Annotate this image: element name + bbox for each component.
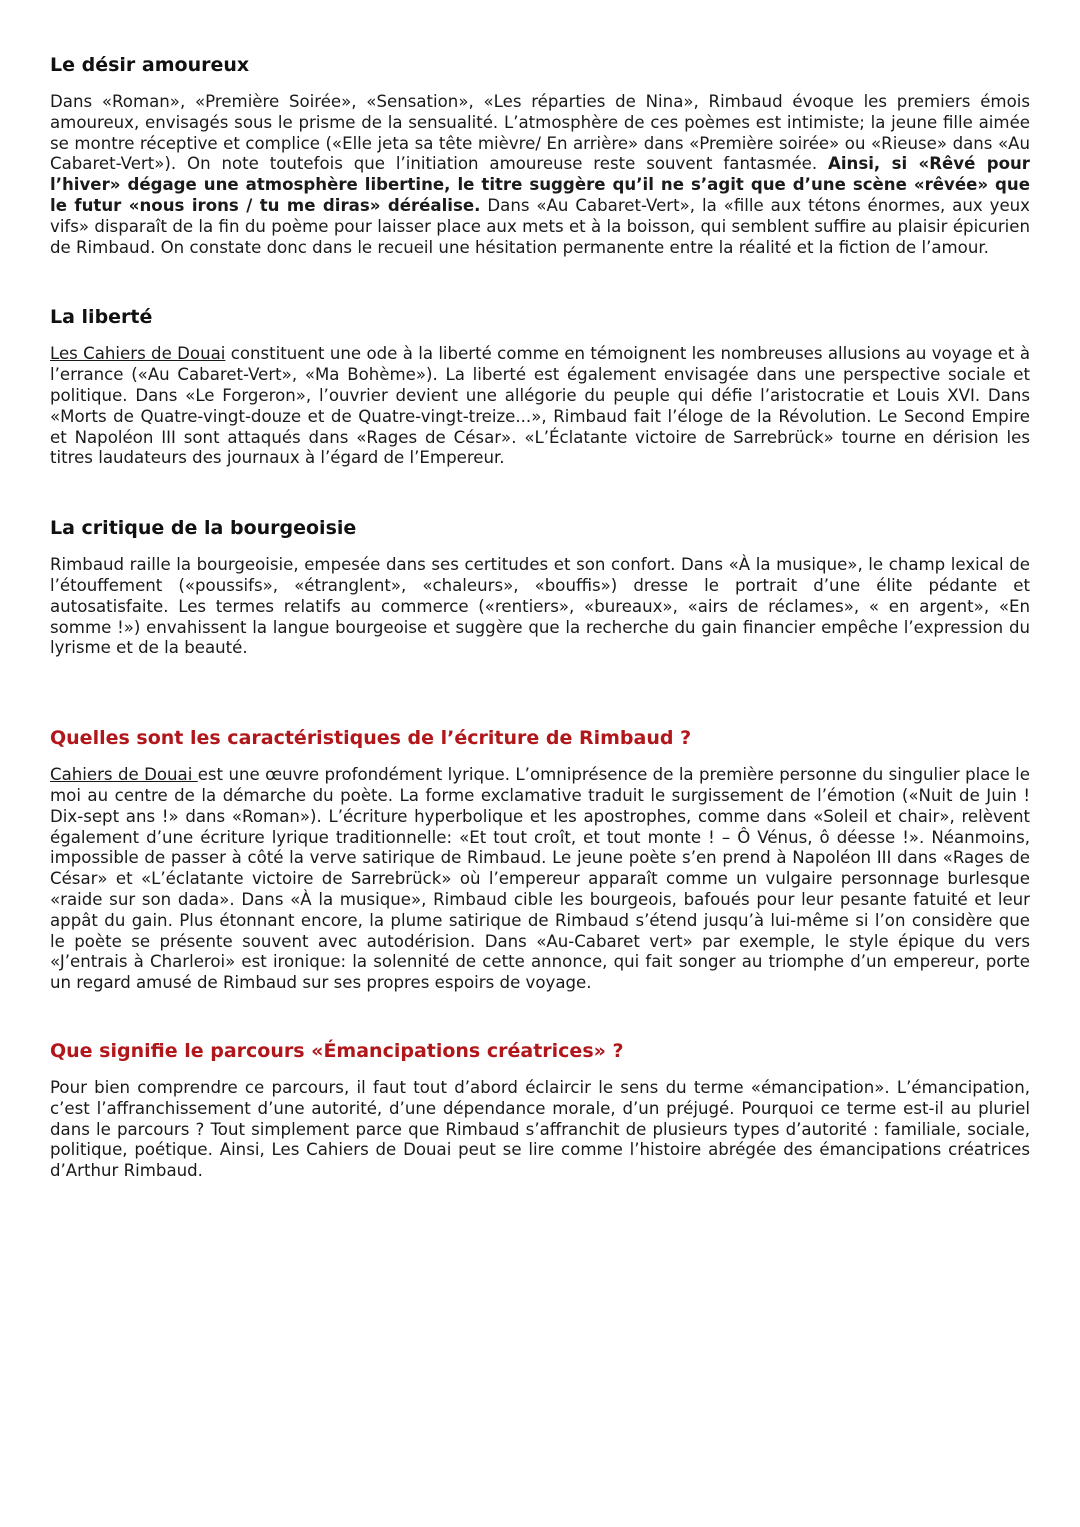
section-heading: Le désir amoureux: [50, 54, 250, 76]
section-desir-amoureux: [50, 52, 1030, 258]
paragraph-text: constituent une ode à la liberté comme en témoignent les nombreuses allusions au voyage et à l’errance («Au Cabaret-Vert», «Ma Bohème»). La liberté est également envisagée dans une perspective sociale et politique. Dans «Le Forgeron», l’ouvrier devient une allégorie du peuple qui défie l’aristocratie et Louis XVI. Dans «Morts de Quatre-vingt-douze et de Quatre-vingt-treize...», Rimbaud fait l’éloge de la Révolution. Le Second Empire et Napoléon III sont attaqués dans «Rages de César». «L’Éclatante victoire de Sarrebrück» tourne en dérision les titres laudateurs des journaux à l’égard de l’Empereur.: [50, 344, 1030, 468]
document-page: [50, 52, 1030, 1182]
section-heading: La critique de la bourgeoisie: [50, 517, 357, 540]
section-paragraph: [50, 92, 1030, 258]
paragraph-text: Dans «Au Cabaret-Vert», la «fille aux tétons énormes, aux yeux vifs» disparaît de la fin du poème pour laisser place aux mets et à la boisson, qui semblent suffire au plaisir épicurien de Rimbaud. On constate donc dans le recueil une hésitation permanente entre la réalité et la fiction de l’amour.: [50, 195, 1030, 257]
section-caracteristiques-ecriture: [50, 725, 1030, 994]
section-paragraph: Pour bien comprendre ce parcours, il faut tout d’abord éclaircir le sens du terme «émancipation». L’émancipation, c’est l’affranchissement d’une autorité, d’une dépendance morale, d’un préjugé. Pourquoi ce terme est-il au pluriel dans le parcours ? Tout simplement parce que Rimbaud s’affranchit de plusieurs types d’autorité : familiale, sociale, politique, poétique. Ainsi, Les Cahiers de Douai peut se lire comme l’histoire abrégée des émancipations créatrices d’Arthur Rimbaud.: [50, 1077, 1030, 1181]
section-paragraph: [50, 765, 1030, 994]
section-emancipations-creatrices: [50, 1038, 1030, 1182]
section-heading: La liberté: [50, 306, 153, 329]
paragraph-text: Dans «Roman», «Première Soirée», «Sensation», «Les réparties de Nina», Rimbaud évoque les premiers émois amoureux, envisagés sous le prisme de la sensualité. L’atmosphère de ces poèmes est intimiste; la jeune fille aimée se montre réceptive et complice («Elle jeta sa tête mièvre/ En arrière» dans «Première soirée» ou «Rieuse» dans «Au Cabaret-Vert»). On note toutefois que l’initiation amoureuse reste souvent fantasmée.: [50, 92, 1030, 174]
paragraph-text: est une œuvre profondément lyrique. L’omniprésence de la première personne du singulier place le moi au centre de la démarche du poète. La forme exclamative traduit le surgissement de l’émotion («Nuit de Juin ! Dix-sept ans !» dans «Roman»). L’écriture hyperbolique et les apostrophes, comme dans «Soleil et chair», relèvent également d’une écriture lyrique traditionnelle: «Et tout croît, et tout monte ! – Ô Vénus, ô déesse !». Néanmoins, impossible de passer à côté la verve satirique de Rimbaud. Le jeune poète s’en prend à Napoléon III dans «Rages de César» et «L’éclatante victoire de Sarrebrück» où l’empereur apparaît comme un vulgaire personnage burlesque «raide sur son dada». Dans «À la musique», Rimbaud cible les bourgeois, bafoués pour leur pesante fatuité et leur appât du gain. Plus étonnant encore, la plume satirique de Rimbaud s’étend jusqu’à lui-même si l’on considère que le poète se présente souvent avec autodérision. Dans «Au-Cabaret vert» par exemple, le style épique du vers «J’entrais à Charleroi» est ironique: la solennité de cette annonce, qui fait songer au triomphe d’un empereur, porte un regard amusé de Rimbaud sur ses propres espoirs de voyage.: [50, 765, 1030, 993]
section-critique-bourgeoisie: [50, 515, 1030, 659]
paragraph-bold-text: Ainsi, si «Rêvé pour l’hiver» dégage une atmosphère libertine, le titre suggère qu’il ne s’agit que d’une scène «rêvée» que le futur «nous irons / tu me diras» déréalise.: [50, 154, 1030, 215]
question-heading: Quelles sont les caractéristiques de l’écriture de Rimbaud ?: [50, 727, 692, 750]
section-paragraph: Rimbaud raille la bourgeoisie, empesée dans ses certitudes et son confort. Dans «À la musique», le champ lexical de l’étouffement («poussifs», «étranglent», «chaleurs», «bouffis») dresse le portrait d’une élite pédante et autosatisfaite. Les termes relatifs au commerce («rentiers», «bureaux», «airs de réclames», « en argent», «En somme !») envahissent la langue bourgeoise et suggère que la recherche du gain financier empêche l’expression du lyrisme et de la beauté.: [50, 555, 1030, 658]
book-title-underlined: Les Cahiers de Douai: [50, 344, 226, 364]
section-liberte: [50, 304, 1030, 469]
section-paragraph: [50, 344, 1030, 469]
book-title-underlined: Cahiers de Douai: [50, 765, 198, 785]
question-heading: Que signifie le parcours «Émancipations créatrices» ?: [50, 1039, 624, 1062]
